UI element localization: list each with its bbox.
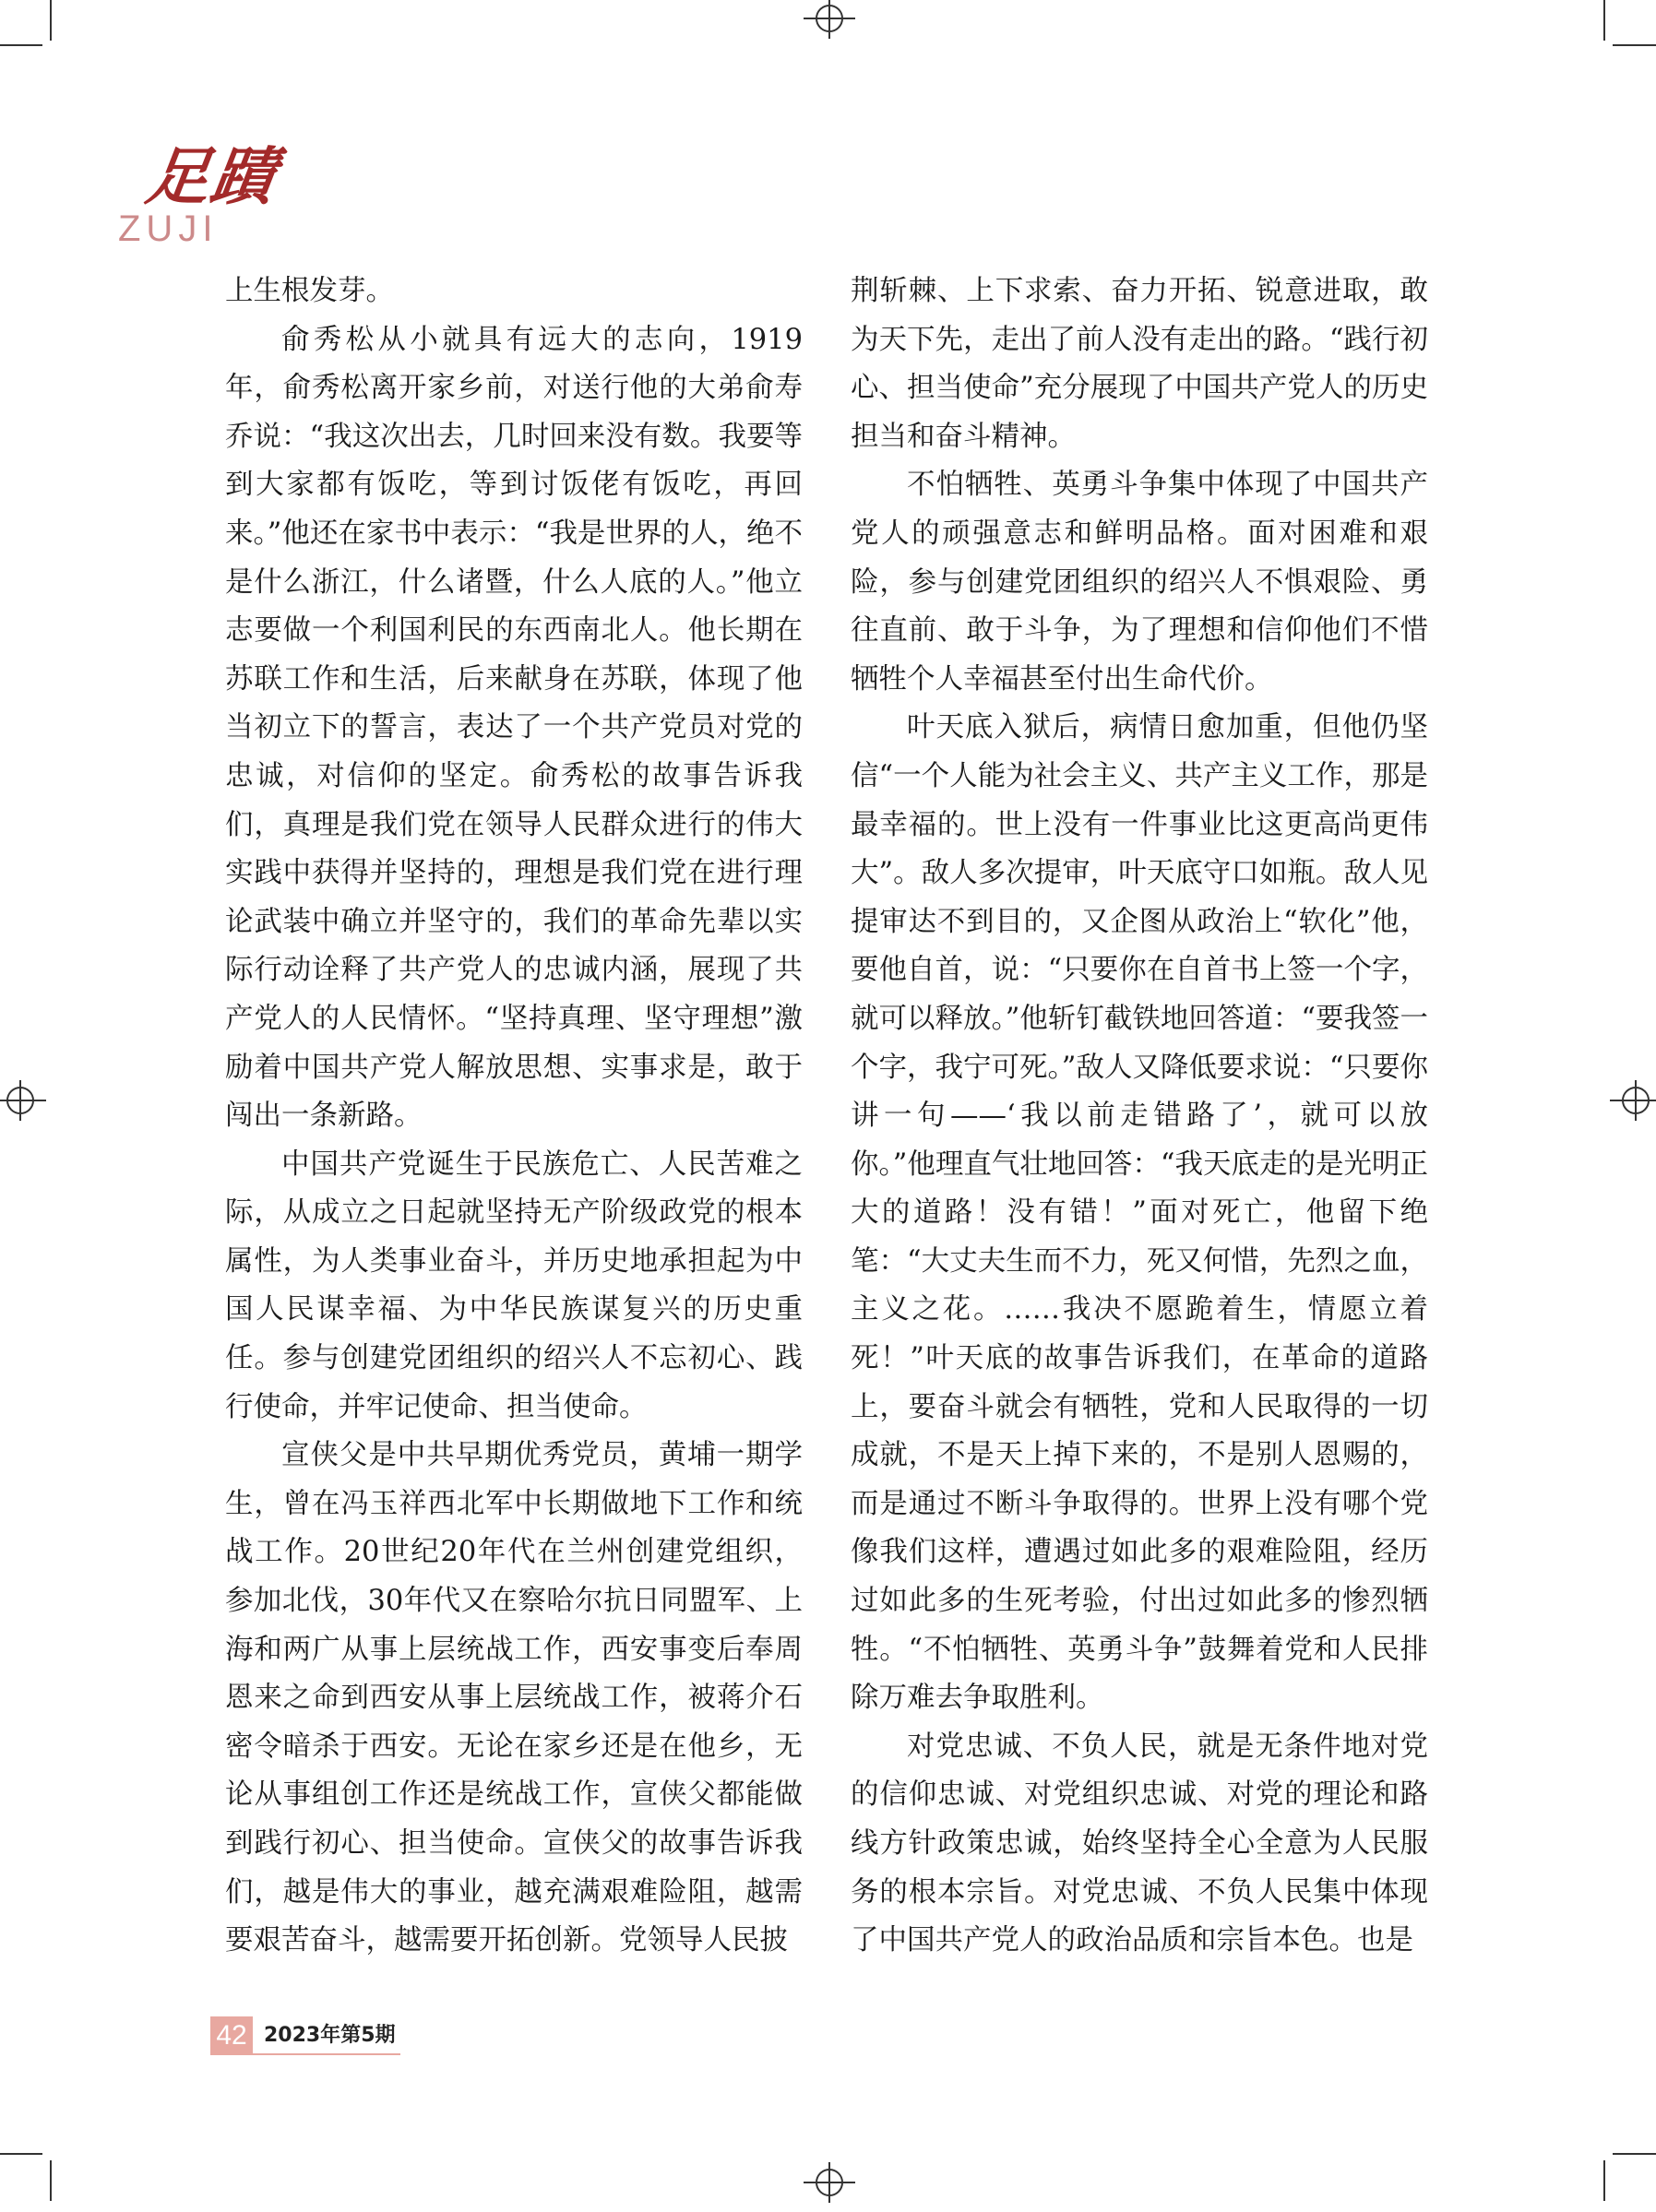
paragraph: 不怕牺牲、英勇斗争集中体现了中国共产党人的顽强意志和鲜明品格。面对困难和艰险，参与创建党团组织的绍兴人不惧艰险、勇往直前、敢于斗争，为了理想和信仰他们不惜牺牲个人幸福甚至付出生命代价。 [851,469,1428,696]
registration-mark-icon [1610,1075,1656,1126]
crop-mark [1603,2160,1605,2201]
right-text-column [851,268,1428,1966]
crop-mark [50,0,52,41]
page-number: 42 [210,2016,253,2055]
paragraph: 上生根发芽。 [225,275,394,307]
footer-rule [253,2053,400,2055]
paragraph: 俞秀松从小就具有远大的志向，1919年，俞秀松离开家乡前，对送行他的大弟俞寿乔说：“我这次出去，几时回来没有数。我要等到大家都有饭吃，等到讨饭佬有饭吃，再回来。”他还在家书中表示：“我是世界的人，绝不是什么浙江，什么诸暨，什么人底的人。”他立志要做一个利国利民的东西南北人。他长期在苏联工作和生活，后来献身在苏联，体现了他当初立下的誓言，表达了一个共产党员对党的忠诚，对信仰的坚定。俞秀松的故事告诉我们，真理是我们党在领导人民群众进行的伟大实践中获得并坚持的，理想是我们党在进行理论武装中确立并坚守的，我们的革命先辈以实际行动诠释了共产党人的忠诚内涵，展现了共产党人的人民情怀。“坚持真理、坚守理想”激励着中国共产党人解放思想、实事求是，敢于闯出一条新路。 [225,323,803,1133]
paragraph: 中国共产党诞生于民族危亡、人民苦难之际，从成立之日起就坚持无产阶级政党的根本属性，为人类事业奋斗，并历史地承担起为中国人民谋幸福、为中华民族谋复兴的历史重任。参与创建党团组织的绍兴人不忘初心、践行使命，并牢记使命、担当使命。 [225,1148,803,1423]
crop-mark [50,2160,52,2201]
crop-mark [1613,44,1656,46]
crop-mark [1613,2153,1656,2155]
paragraph: 宣侠父是中共早期优秀党员，黄埔一期学生，曾在冯玉祥西北军中长期做地下工作和统战工作。20世纪20年代在兰州创建党组织，参加北伐，30年代又在察哈尔抗日同盟军、上海和两广从事上层统战工作，西安事变后奉周恩来之命到西安从事上层统战工作，被蒋介石密令暗杀于西安。无论在家乡还是在他乡，无论从事组创工作还是统战工作，宣侠父都能做到践行初心、担当使命。宣侠父的故事告诉我们，越是伟大的事业，越充满艰难险阻，越需要艰苦奋斗，越需要开拓创新。党领导人民披 [225,1439,803,1957]
paragraph: 荆斩棘、上下求索、奋力开拓、锐意进取，敢为天下先，走出了前人没有走出的路。“践行初心、担当使命”充分展现了中国共产党人的历史担当和奋斗精神。 [851,275,1428,453]
crop-mark [0,2153,42,2155]
paragraph: 对党忠诚、不负人民，就是无条件地对党的信仰忠诚、对党组织忠诚、对党的理论和路线方针政策忠诚，始终坚持全心全意为人民服务的根本宗旨。对党忠诚、不负人民集中体现了中国共产党人的政治品质和宗旨本色。也是 [851,1730,1428,1957]
column-logo [111,127,295,247]
issue-label: 2023年第5期 [264,2024,396,2047]
crop-mark [0,44,42,46]
crop-mark [1603,0,1605,41]
registration-mark-icon [804,0,855,44]
column-title-en: ZUJI [118,208,219,249]
paragraph: 叶天底入狱后，病情日愈加重，但他仍坚信“一个人能为社会主义、共产主义工作，那是最幸福的。世上没有一件事业比这更高尚更伟大”。敌人多次提审，叶天底守口如瓶。敌人见提审达不到目的，又企图从政治上“软化”他，要他自首，说：“只要你在自首书上签一个字，就可以释放。”他斩钉截铁地回答道：“要我签一个字，我宁可死。”敌人又降低要求说：“只要你讲一句——‘我以前走错路了’，就可以放你。”他理直气壮地回答：“我天底走的是光明正大的道路！没有错！”面对死亡，他留下绝笔：“大丈夫生而不力，死又何惜，先烈之血，主义之花。……我决不愿跪着生，情愿立着死！”叶天底的故事告诉我们，在革命的道路上，要奋斗就会有牺牲，党和人民取得的一切成就，不是天上掉下来的，不是别人恩赐的，而是通过不断斗争取得的。世界上没有哪个党像我们这样，遭遇过如此多的艰难险阻，经历过如此多的生死考验，付出过如此多的惨烈牺牲。“不怕牺牲、英勇斗争”鼓舞着党和人民排除万难去争取胜利。 [851,711,1428,1715]
column-title-cn: 足蹟 [141,140,281,214]
left-text-column [225,268,803,1966]
registration-mark-icon [0,1075,46,1126]
